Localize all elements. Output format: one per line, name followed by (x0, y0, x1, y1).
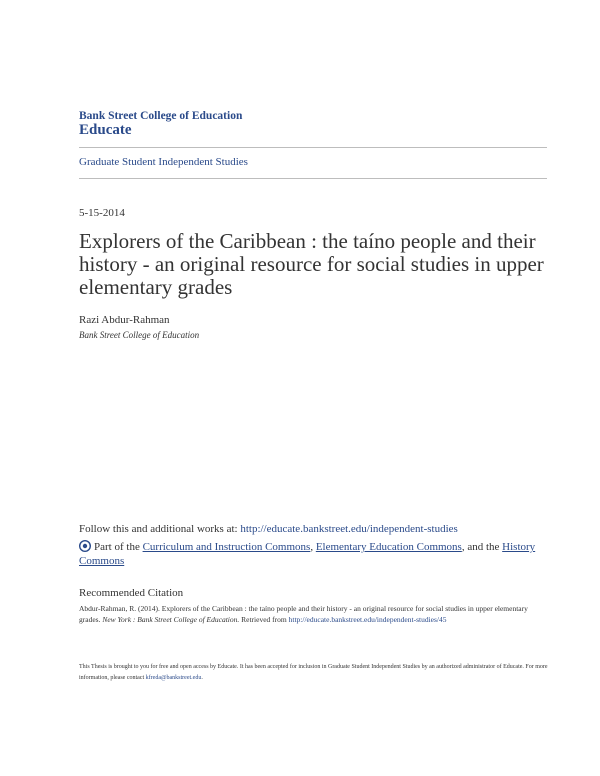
divider-bottom (79, 178, 547, 179)
follow-line (79, 523, 458, 535)
history-commons-link[interactable]: History Commons (79, 541, 536, 567)
follow-label: Follow this and additional works at: (79, 523, 238, 535)
citation-body (79, 603, 549, 625)
commons-conjunction: , and the (461, 541, 500, 553)
institution-name[interactable]: Bank Street College of Education (79, 110, 243, 122)
elementary-commons-link[interactable]: Elementary Education Commons (315, 541, 462, 553)
curriculum-commons-link[interactable]: Curriculum and Instruction Commons (142, 541, 311, 553)
citation-heading: Recommended Citation (79, 587, 184, 599)
footer-end: . (201, 675, 203, 681)
footer-notice (79, 662, 549, 684)
author-name: Razi Abdur-Rahman (79, 314, 170, 326)
citation-retrieved-label: Retrieved from (241, 615, 287, 624)
contact-email-link[interactable]: kfreda@bankstreet.edu (145, 675, 202, 681)
author-affiliation: Bank Street College of Education (79, 330, 200, 340)
divider-top (79, 147, 547, 148)
network-commons-icon (79, 540, 91, 552)
independent-studies-link[interactable]: http://educate.bankstreet.edu/independent-studies (240, 523, 458, 535)
repository-name[interactable]: Educate (79, 122, 132, 138)
part-of-commons (79, 540, 549, 568)
footer-text: This Thesis is brought to you for free and open access by Educate. It has been accepted for inclusion in Graduate Student Independent Studies by an authorized administrator of Educate. For more information, please contact (79, 664, 548, 681)
citation-text: Abdur-Rahman, R. (2014). Explorers of the Caribbean : the taíno people and their history - an original resource for social studies in upper elementary grades. (79, 604, 528, 624)
citation-publisher: New York : Bank Street College of Education. (102, 615, 240, 624)
part-of-prefix: Part of the (94, 541, 140, 553)
series-link[interactable]: Graduate Student Independent Studies (79, 156, 248, 168)
publication-date: 5-15-2014 (79, 207, 125, 219)
citation-url-link[interactable]: http://educate.bankstreet.edu/independent-studies/45 (288, 615, 447, 624)
document-title: Explorers of the Caribbean : the taíno people and their history - an original resource for social studies in upper elementary grades (79, 229, 544, 299)
commons-separator: , (310, 541, 314, 553)
